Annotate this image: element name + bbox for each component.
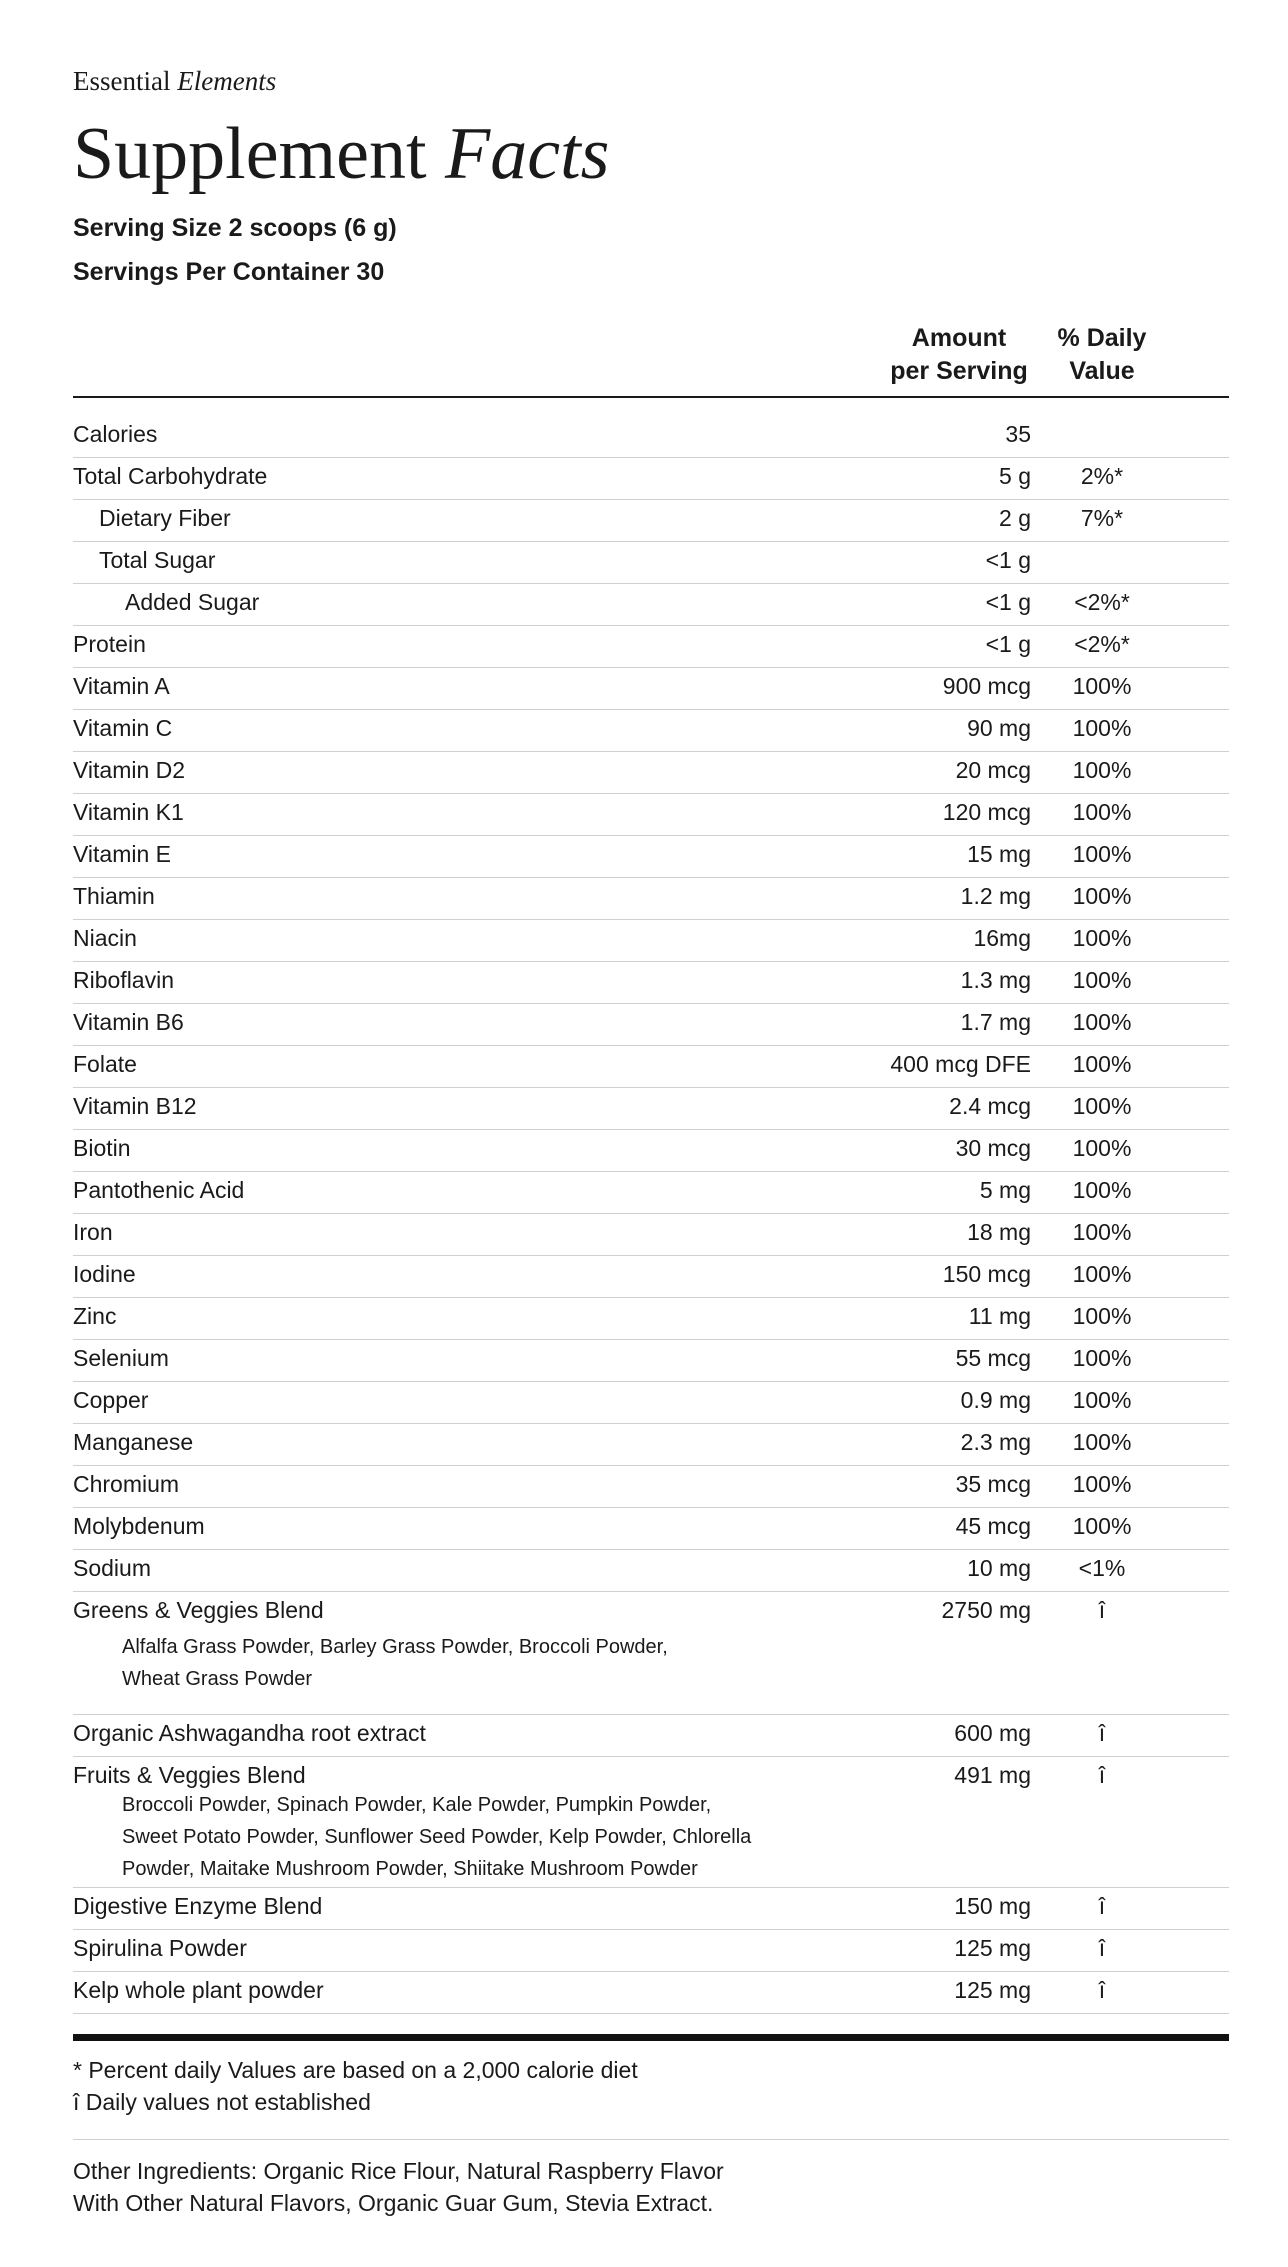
blend-amount: 125 mg	[954, 1935, 1031, 1961]
nutrient-daily-value: 100%	[1072, 715, 1132, 741]
nutrient-row	[73, 920, 1229, 962]
other-ingredients-line2: With Other Natural Flavors, Organic Guar Gum, Stevia Extract.	[73, 2190, 714, 2216]
nutrient-amount: 400 mcg DFE	[890, 1051, 1031, 1077]
blend-name: Spirulina Powder	[73, 1935, 247, 1961]
nutrient-name: Copper	[73, 1387, 149, 1413]
nutrient-row	[73, 1130, 1229, 1172]
nutrient-name: Zinc	[73, 1303, 117, 1329]
nutrient-row	[73, 1004, 1229, 1046]
nutrient-name: Thiamin	[73, 883, 155, 909]
nutrient-amount: 5 g	[999, 463, 1031, 489]
nutrient-amount: 20 mcg	[955, 757, 1031, 783]
brand-name	[73, 66, 276, 97]
nutrient-name: Vitamin B12	[73, 1093, 197, 1119]
nutrient-row	[73, 416, 1229, 458]
blend-name: Fruits & Veggies Blend	[73, 1762, 306, 1788]
blend-amount: 150 mg	[954, 1893, 1031, 1919]
nutrient-name: Vitamin C	[73, 715, 173, 741]
nutrient-amount: 55 mcg	[955, 1345, 1031, 1371]
title-main: Supplement	[73, 113, 427, 195]
nutrient-daily-value: 100%	[1072, 1345, 1132, 1371]
nutrient-name: Chromium	[73, 1471, 180, 1497]
nutrient-name: Vitamin D2	[73, 757, 186, 783]
nutrient-row	[73, 1298, 1229, 1340]
blend-ingredients-line: Broccoli Powder, Spinach Powder, Kale Powder, Pumpkin Powder,	[122, 1794, 712, 1816]
blend-amount: 2750 mg	[941, 1597, 1031, 1623]
nutrient-row	[73, 668, 1229, 710]
nutrient-daily-value: 100%	[1072, 799, 1132, 825]
nutrient-amount: 35 mcg	[955, 1471, 1031, 1497]
blend-ingredients-line: Alfalfa Grass Powder, Barley Grass Powder, Broccoli Powder,	[122, 1636, 668, 1658]
nutrient-amount: <1 g	[985, 631, 1031, 657]
footnote-divider	[73, 2139, 1229, 2140]
nutrient-name: Vitamin A	[73, 673, 170, 699]
header-rule	[73, 396, 1229, 398]
nutrient-name: Niacin	[73, 925, 137, 951]
nutrient-row	[73, 1046, 1229, 1088]
nutrient-name: Vitamin B6	[73, 1009, 184, 1035]
amount-header-line2: per Serving	[890, 357, 1028, 385]
nutrient-row	[73, 794, 1229, 836]
blend-daily-value: î	[1098, 1977, 1106, 2003]
nutrient-daily-value: 100%	[1072, 883, 1132, 909]
nutrient-amount: 35	[1005, 421, 1031, 447]
nutrient-amount: 5 mg	[979, 1177, 1031, 1203]
blend-row	[73, 1592, 1229, 1715]
nutrient-daily-value: 2%*	[1080, 463, 1124, 489]
nutrient-daily-value: 100%	[1072, 1387, 1132, 1413]
nutrient-row	[73, 500, 1229, 542]
blend-name: Organic Ashwagandha root extract	[73, 1720, 426, 1746]
nutrient-name: Calories	[73, 421, 158, 447]
nutrient-amount: 90 mg	[967, 715, 1031, 741]
panel-title	[73, 114, 609, 194]
nutrient-table	[73, 416, 1229, 2014]
nutrient-daily-value: 100%	[1072, 925, 1132, 951]
blend-name: Digestive Enzyme Blend	[73, 1893, 323, 1919]
blend-amount: 125 mg	[954, 1977, 1031, 2003]
nutrient-amount: 900 mcg	[942, 673, 1031, 699]
nutrient-daily-value: 100%	[1072, 1177, 1132, 1203]
blend-row	[73, 1715, 1229, 1757]
nutrient-name: Dietary Fiber	[99, 505, 231, 531]
nutrient-row	[73, 1466, 1229, 1508]
nutrient-name: Sodium	[73, 1555, 151, 1581]
blend-ingredients-line: Sweet Potato Powder, Sunflower Seed Powder, Kelp Powder, Chlorella	[122, 1826, 752, 1848]
nutrient-row	[73, 1256, 1229, 1298]
nutrient-row	[73, 1088, 1229, 1130]
nutrient-row	[73, 1172, 1229, 1214]
blend-daily-value: î	[1098, 1935, 1106, 1961]
nutrient-daily-value: 100%	[1072, 1471, 1132, 1497]
nutrient-amount: 15 mg	[967, 841, 1031, 867]
nutrient-row	[73, 1550, 1229, 1592]
serving-size: Serving Size 2 scoops (6 g)	[73, 214, 397, 242]
title-accent: Facts	[445, 113, 610, 195]
brand-prefix: Essential	[73, 66, 171, 96]
nutrient-daily-value: <1%	[1078, 1555, 1126, 1581]
dv-header-line1: % Daily	[1057, 324, 1147, 352]
nutrient-row	[73, 836, 1229, 878]
blend-row	[73, 1972, 1229, 2014]
nutrient-amount: 0.9 mg	[960, 1387, 1031, 1413]
footnote-not-established: î Daily values not established	[73, 2089, 371, 2115]
nutrient-name: Vitamin E	[73, 841, 172, 867]
nutrient-name: Selenium	[73, 1345, 169, 1371]
nutrient-amount: 30 mcg	[955, 1135, 1031, 1161]
nutrient-daily-value: 7%*	[1080, 505, 1124, 531]
nutrient-amount: <1 g	[985, 547, 1031, 573]
servings-per-container: Servings Per Container 30	[73, 258, 385, 286]
nutrient-row	[73, 584, 1229, 626]
nutrient-name: Molybdenum	[73, 1513, 205, 1539]
nutrient-name: Riboflavin	[73, 967, 174, 993]
nutrient-daily-value: 100%	[1072, 1513, 1132, 1539]
blend-amount: 491 mg	[954, 1762, 1031, 1788]
nutrient-daily-value: <2%*	[1074, 589, 1130, 615]
blend-ingredients-line: Wheat Grass Powder	[122, 1668, 313, 1690]
nutrient-daily-value: 100%	[1072, 1093, 1132, 1119]
nutrient-row	[73, 458, 1229, 500]
blend-name: Greens & Veggies Blend	[73, 1597, 324, 1623]
nutrient-name: Vitamin K1	[73, 799, 184, 825]
nutrient-daily-value: 100%	[1072, 757, 1132, 783]
nutrient-daily-value: 100%	[1072, 1009, 1132, 1035]
blend-daily-value: î	[1098, 1762, 1106, 1788]
nutrient-amount: 2.3 mg	[960, 1429, 1031, 1455]
nutrient-daily-value: <2%*	[1074, 631, 1130, 657]
nutrient-amount: 120 mcg	[942, 799, 1031, 825]
blend-row	[73, 1930, 1229, 1972]
daily-value-column-header	[1042, 322, 1162, 388]
nutrient-daily-value: 100%	[1072, 1303, 1132, 1329]
nutrient-amount: 18 mg	[967, 1219, 1031, 1245]
nutrient-amount: 11 mg	[968, 1303, 1031, 1329]
blend-ingredients-line: Powder, Maitake Mushroom Powder, Shiitake Mushroom Powder	[122, 1858, 698, 1880]
nutrient-amount: 1.3 mg	[960, 967, 1031, 993]
nutrient-row	[73, 1508, 1229, 1550]
blend-row	[73, 1888, 1229, 1930]
nutrient-name: Protein	[73, 631, 146, 657]
footnote-percent-dv: * Percent daily Values are based on a 2,000 calorie diet	[73, 2057, 638, 2083]
nutrient-amount: 2 g	[999, 505, 1031, 531]
nutrient-daily-value: 100%	[1072, 967, 1132, 993]
nutrient-row	[73, 710, 1229, 752]
nutrient-daily-value: 100%	[1072, 1051, 1132, 1077]
nutrient-amount: 1.2 mg	[960, 883, 1031, 909]
nutrient-row	[73, 1382, 1229, 1424]
nutrient-amount: 16mg	[973, 925, 1031, 951]
nutrient-row	[73, 878, 1229, 920]
nutrient-amount: <1 g	[985, 589, 1031, 615]
nutrient-row	[73, 626, 1229, 668]
nutrient-daily-value: 100%	[1072, 673, 1132, 699]
nutrient-amount: 1.7 mg	[960, 1009, 1031, 1035]
nutrient-name: Iodine	[73, 1261, 136, 1287]
bottom-thick-rule	[73, 2034, 1229, 2041]
nutrient-row	[73, 752, 1229, 794]
nutrient-row	[73, 542, 1229, 584]
nutrient-amount: 150 mcg	[942, 1261, 1031, 1287]
blend-daily-value: î	[1098, 1893, 1106, 1919]
nutrient-name: Pantothenic Acid	[73, 1177, 245, 1203]
brand-suffix: Elements	[177, 66, 277, 96]
other-ingredients-line1: Other Ingredients: Organic Rice Flour, Natural Raspberry Flavor	[73, 2158, 724, 2184]
amount-header-line1: Amount	[911, 324, 1007, 352]
blend-row	[73, 1757, 1229, 1888]
nutrient-daily-value: 100%	[1072, 1219, 1132, 1245]
nutrient-name: Biotin	[73, 1135, 131, 1161]
blend-amount: 600 mg	[954, 1720, 1031, 1746]
nutrient-name: Manganese	[73, 1429, 194, 1455]
nutrient-amount: 2.4 mcg	[949, 1093, 1031, 1119]
nutrient-row	[73, 962, 1229, 1004]
nutrient-daily-value: 100%	[1072, 1261, 1132, 1287]
blend-daily-value: î	[1098, 1720, 1106, 1746]
nutrient-name: Added Sugar	[125, 589, 260, 615]
nutrient-row	[73, 1340, 1229, 1382]
nutrient-name: Folate	[73, 1051, 137, 1077]
nutrient-amount: 10 mg	[967, 1555, 1031, 1581]
nutrient-row	[73, 1424, 1229, 1466]
nutrient-name: Total Sugar	[99, 547, 216, 573]
nutrient-daily-value: 100%	[1072, 841, 1132, 867]
nutrient-name: Iron	[73, 1219, 113, 1245]
nutrient-daily-value: 100%	[1072, 1135, 1132, 1161]
nutrient-row	[73, 1214, 1229, 1256]
nutrient-daily-value: 100%	[1072, 1429, 1132, 1455]
nutrient-name: Total Carbohydrate	[73, 463, 268, 489]
nutrient-amount: 45 mcg	[955, 1513, 1031, 1539]
dv-header-line2: Value	[1069, 357, 1135, 385]
blend-name: Kelp whole plant powder	[73, 1977, 324, 2003]
blend-daily-value: î	[1098, 1597, 1106, 1623]
